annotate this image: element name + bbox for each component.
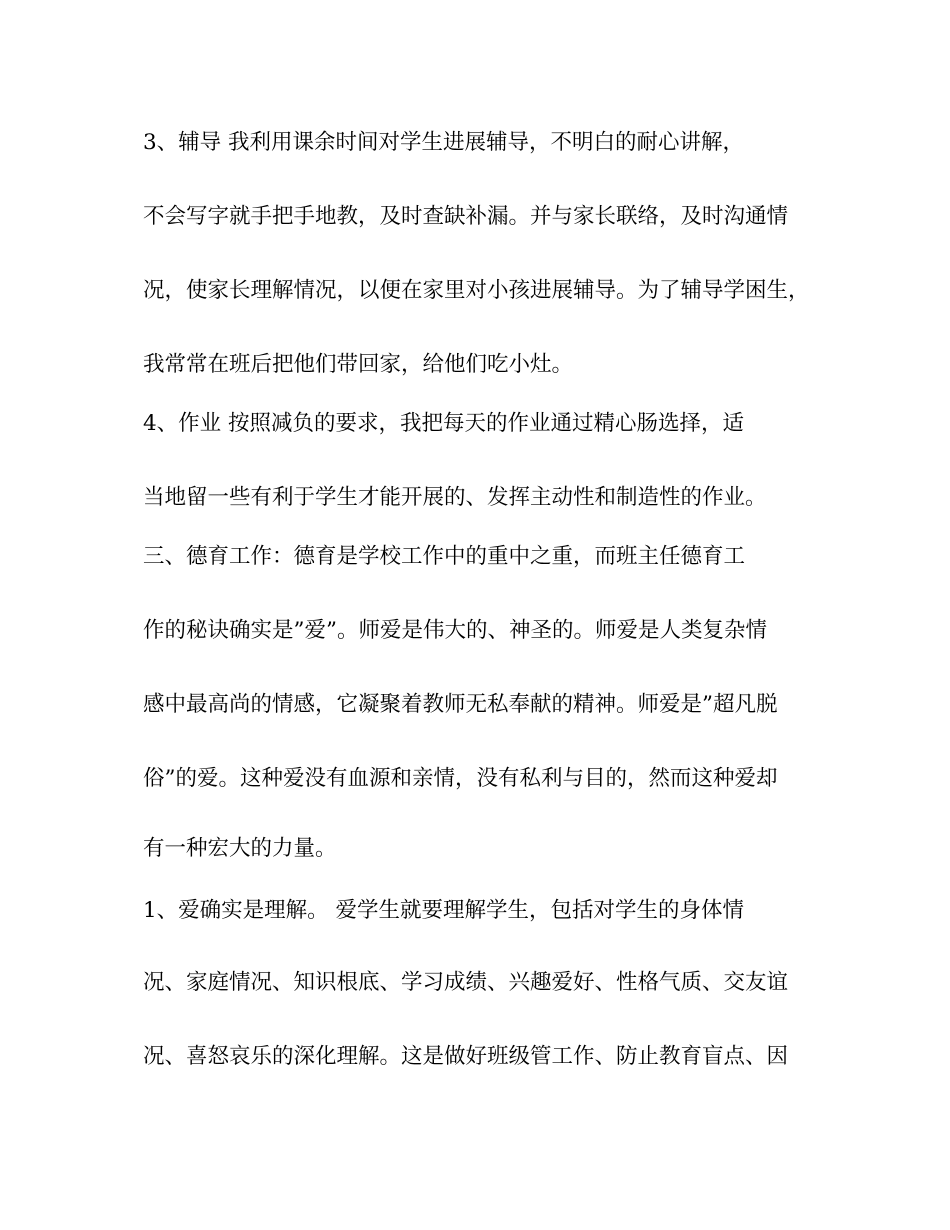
text-line: 俗”的爱。这种爱没有血源和亲情，没有私利与目的，然而这种爱却 xyxy=(143,766,778,791)
text-line: 有一种宏大的力量。 xyxy=(143,836,337,861)
text-line: 况、家庭情况、知识根底、学习成绩、兴趣爱好、性格气质、交友谊 xyxy=(143,970,789,995)
text-line: 三、德育工作：德育是学校工作中的重中之重，而班主任德育工 xyxy=(143,544,746,569)
text-line: 4、作业 按照减负的要求，我把每天的作业通过精心肠选择，适 xyxy=(143,411,745,436)
text-line: 当地留一些有利于学生才能开展的、发挥主动性和制造性的作业。 xyxy=(143,485,767,510)
text-line: 我常常在班后把他们带回家，给他们吃小灶。 xyxy=(143,352,574,377)
text-line: 作的秘诀确实是”爱”。师爱是伟大的、神圣的。师爱是人类复杂情 xyxy=(143,618,767,643)
text-line: 3、辅导 我利用课余时间对学生进展辅导，不明白的耐心讲解， xyxy=(143,130,745,155)
text-line: 况、喜怒哀乐的深化理解。这是做好班级管工作、防止教育盲点、因 xyxy=(143,1044,789,1069)
text-line: 感中最高尚的情感，它凝聚着教师无私奉献的精神。师爱是”超凡脱 xyxy=(143,692,778,717)
text-line: 况，使家长理解情况，以便在家里对小孩进展辅导。为了辅导学困生， xyxy=(143,278,810,303)
text-line: 不会写字就手把手地教，及时查缺补漏。并与家长联络，及时沟通情 xyxy=(143,204,789,229)
text-line: 1、爱确实是理解。 爱学生就要理解学生，包括对学生的身体情 xyxy=(143,898,745,923)
